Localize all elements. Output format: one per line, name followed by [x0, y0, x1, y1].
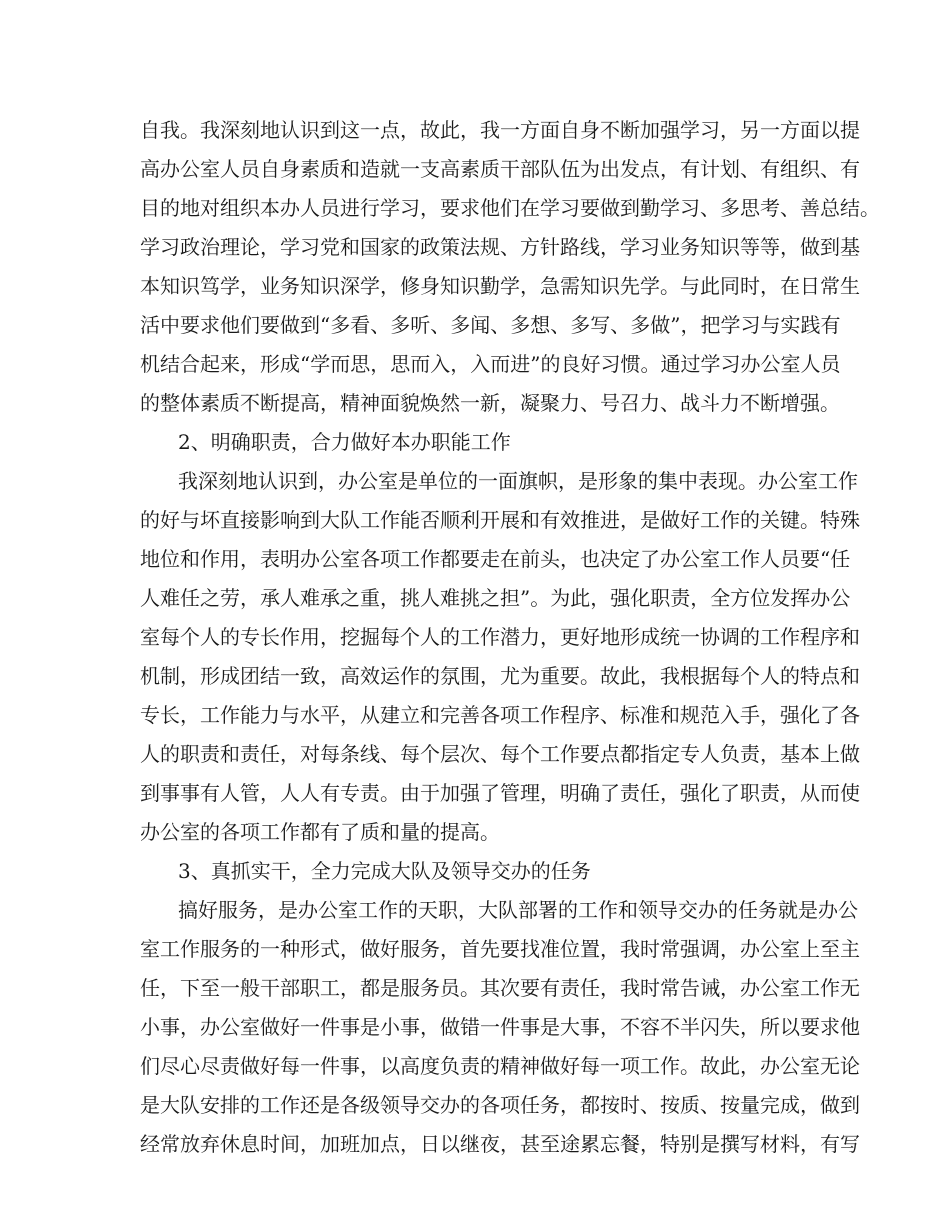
- section-heading: 2、明确职责，合力做好本办职能工作: [178, 430, 511, 454]
- paragraph-line: 室工作服务的一种形式，做好服务，首先要找准位置，我时常强调，办公室上至主: [140, 937, 860, 961]
- paragraph-line: 学习政治理论，学习党和国家的政策法规、方针路线，学习业务知识等等，做到基: [140, 235, 860, 259]
- section-heading: 3、真抓实干，全力完成大队及领导交办的任务: [178, 859, 591, 883]
- paragraph-line: 本知识笃学，业务知识深学，修身知识勤学，急需知识先学。与此同时，在日常生: [140, 274, 860, 298]
- paragraph-line: 们尽心尽责做好每一件事，以高度负责的精神做好每一项工作。故此，办公室无论: [140, 1054, 860, 1078]
- paragraph-line: 是大队安排的工作还是各级领导交办的各项任务，都按时、按质、按量完成，做到: [140, 1093, 860, 1117]
- paragraph-line: 高办公室人员自身素质和造就一支高素质干部队伍为出发点，有计划、有组织、有: [140, 157, 860, 181]
- paragraph-line: 机结合起来，形成“学而思，思而入，入而进”的良好习惯。通过学习办公室人员: [140, 352, 841, 376]
- paragraph-line: 自我。我深刻地认识到这一点，故此，我一方面自身不断加强学习，另一方面以提: [140, 118, 860, 142]
- paragraph-line: 专长，工作能力与水平，从建立和完善各项工作程序、标准和规范入手，强化了各: [140, 703, 860, 727]
- paragraph-line: 的好与坏直接影响到大队工作能否顺利开展和有效推进，是做好工作的关键。特殊: [140, 508, 860, 532]
- paragraph-line: 人难任之劳，承人难承之重，挑人难挑之担”。为此，强化职责，全方位发挥办公: [140, 586, 851, 610]
- paragraph-line: 办公室的各项工作都有了质和量的提高。: [140, 820, 500, 844]
- paragraph-line: 室每个人的专长作用，挖掘每个人的工作潜力，更好地形成统一协调的工作程序和: [140, 625, 860, 649]
- paragraph-line: 搞好服务，是办公室工作的天职，大队部署的工作和领导交办的任务就是办公: [178, 898, 858, 922]
- paragraph-line: 我深刻地认识到，办公室是单位的一面旗帜，是形象的集中表现。办公室工作: [178, 469, 858, 493]
- paragraph-line: 任，下至一般干部职工，都是服务员。其次要有责任，我时常告诫，办公室工作无: [140, 976, 860, 1000]
- paragraph-line: 目的地对组织本办人员进行学习，要求他们在学习要做到勤学习、多思考、善总结。: [140, 196, 880, 220]
- paragraph-line: 的整体素质不断提高，精神面貌焕然一新，凝聚力、号召力、战斗力不断增强。: [140, 391, 840, 415]
- paragraph-line: 机制，形成团结一致，高效运作的氛围，尤为重要。故此，我根据每个人的特点和: [140, 664, 860, 688]
- paragraph-line: 经常放弃休息时间，加班加点，日以继夜，甚至途累忘餐，特别是撰写材料，有写: [140, 1132, 860, 1156]
- paragraph-line: 人的职责和责任，对每条线、每个层次、每个工作要点都指定专人负责，基本上做: [140, 742, 860, 766]
- paragraph-line: 地位和作用，表明办公室各项工作都要走在前头，也决定了办公室工作人员要“任: [140, 547, 851, 571]
- paragraph-line: 到事事有人管，人人有专责。由于加强了管理，明确了责任，强化了职责，从而使: [140, 781, 860, 805]
- paragraph-line: 活中要求他们要做到“多看、多听、多闻、多想、多写、多做”，把学习与实践有: [140, 313, 841, 337]
- paragraph-line: 小事，办公室做好一件事是小事，做错一件事是大事，不容不半闪失，所以要求他: [140, 1015, 860, 1039]
